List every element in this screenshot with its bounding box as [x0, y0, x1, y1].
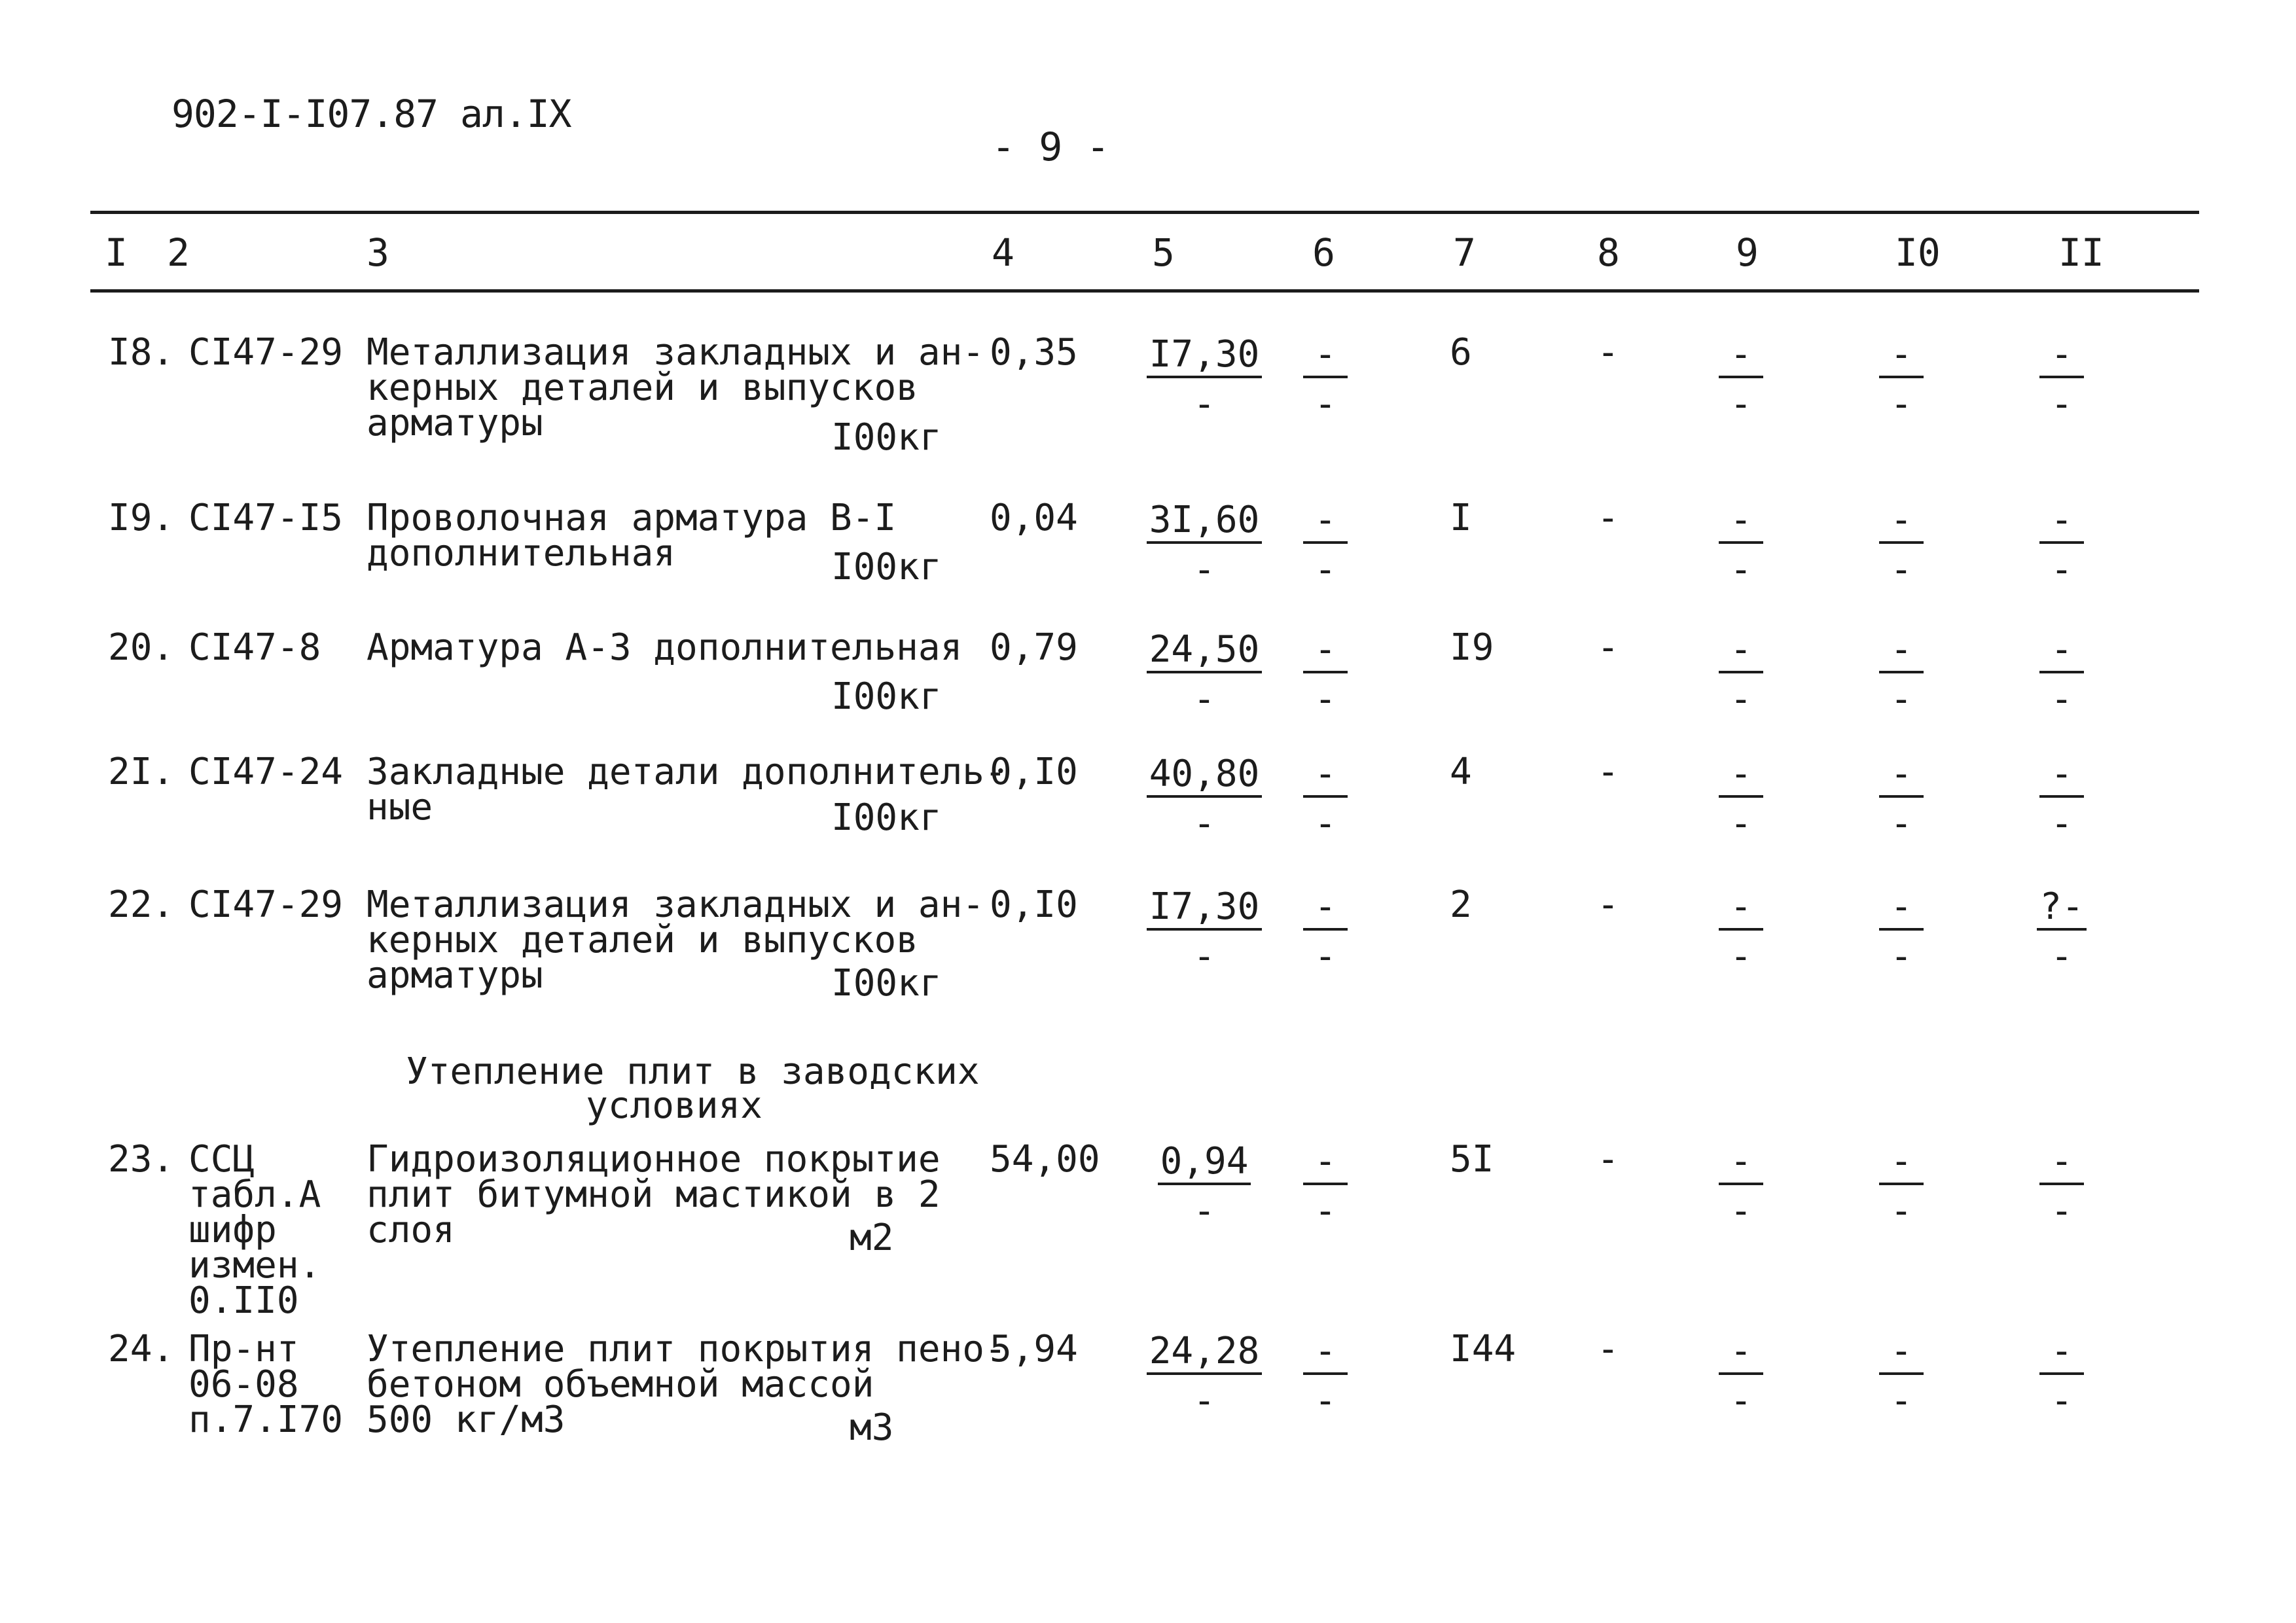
- cell-col-8: -: [1597, 497, 1619, 539]
- cell-col-6: [1289, 501, 1361, 590]
- cell-col-6: [1289, 887, 1361, 976]
- row-description: Закладные детали дополнитель- ные: [367, 751, 1007, 829]
- cell-col-5: [1142, 501, 1266, 590]
- cell-col-9: [1705, 887, 1777, 976]
- cell-col-6-denominator: -: [1314, 548, 1336, 591]
- cell-col-6: [1289, 335, 1361, 424]
- cell-col-5: [1142, 335, 1266, 424]
- row-code: Пр-нт 06-08 п.7.I70: [188, 1328, 344, 1441]
- row-code: CI47-8: [188, 626, 321, 669]
- cell-col-9-numerator: -: [1719, 1332, 1763, 1375]
- row-unit: м2: [850, 1217, 894, 1259]
- header-top-rule: [90, 211, 2199, 214]
- cell-col-10: [1865, 501, 1937, 590]
- cell-col-9-denominator: -: [1730, 1380, 1752, 1422]
- cell-col-5-denominator: -: [1193, 1190, 1215, 1232]
- cell-col-8: -: [1597, 331, 1619, 374]
- row-unit: I00кг: [831, 796, 942, 839]
- row-code: ССЦ табл.А шифр измен. 0.II0: [188, 1138, 321, 1322]
- header-col-2: 2: [167, 230, 190, 275]
- cell-col-7: 2: [1450, 883, 1472, 926]
- row-number: I8.: [108, 331, 175, 374]
- row-number: 23.: [108, 1138, 175, 1181]
- cell-col-6-numerator: -: [1303, 630, 1348, 673]
- cell-col-10-denominator: -: [1890, 1380, 1912, 1422]
- row-quantity: 54,00: [990, 1138, 1100, 1181]
- cell-col-6-denominator: -: [1314, 678, 1336, 721]
- cell-col-7: I9: [1450, 626, 1494, 669]
- cell-col-10-denominator: -: [1890, 383, 1912, 425]
- cell-col-9-denominator: -: [1730, 383, 1752, 425]
- cell-col-9: [1705, 1142, 1777, 1231]
- cell-col-11: [2026, 755, 2098, 844]
- row-number: I9.: [108, 497, 175, 539]
- cell-col-11: [2026, 630, 2098, 719]
- cell-col-5-denominator: -: [1193, 383, 1215, 425]
- row-code: CI47-I5: [188, 497, 344, 539]
- document-code: 902-I-I07.87 ал.IX: [171, 92, 571, 136]
- cell-col-10-numerator: -: [1879, 1332, 1924, 1375]
- cell-col-11: [2026, 1332, 2098, 1421]
- cell-col-11: [2026, 501, 2098, 590]
- cell-col-10-numerator: -: [1879, 755, 1924, 798]
- cell-col-7: I44: [1450, 1328, 1516, 1370]
- cell-col-6-denominator: -: [1314, 1190, 1336, 1232]
- cell-col-5: [1142, 1142, 1266, 1231]
- header-bottom-rule: [90, 289, 2199, 293]
- row-code: CI47-29: [188, 331, 344, 374]
- row-number: 2I.: [108, 751, 175, 793]
- cell-col-10: [1865, 630, 1937, 719]
- row-description: Утепление плит покрытия пено- бетоном объемной массой 500 кг/м3: [367, 1328, 1007, 1441]
- cell-col-7: 6: [1450, 331, 1472, 374]
- cell-col-11: [2026, 1142, 2098, 1231]
- cell-col-10-denominator: -: [1890, 802, 1912, 845]
- cell-col-5-numerator: 3I,60: [1147, 501, 1263, 544]
- cell-col-9-numerator: -: [1719, 630, 1763, 673]
- header-col-6: 6: [1312, 230, 1335, 275]
- cell-col-10: [1865, 1332, 1937, 1421]
- section-title: Утепление плит в заводских условиях: [406, 1050, 980, 1127]
- header-col-8: 8: [1597, 230, 1620, 275]
- cell-col-10-denominator: -: [1890, 935, 1912, 978]
- cell-col-5: [1142, 1332, 1266, 1421]
- cell-col-9-denominator: -: [1730, 802, 1752, 845]
- cell-col-9-denominator: -: [1730, 548, 1752, 591]
- cell-col-7: 5I: [1450, 1138, 1494, 1181]
- cell-col-11-numerator: -: [2039, 1332, 2084, 1375]
- cell-col-9: [1705, 1332, 1777, 1421]
- cell-col-5-numerator: 24,50: [1147, 630, 1263, 673]
- row-code: CI47-29: [188, 883, 344, 926]
- row-quantity: 5,94: [990, 1328, 1078, 1370]
- cell-col-11-numerator: ?-: [2037, 887, 2086, 931]
- row-number: 24.: [108, 1328, 175, 1370]
- cell-col-11-numerator: -: [2039, 755, 2084, 798]
- cell-col-9-numerator: -: [1719, 335, 1763, 378]
- cell-col-9: [1705, 335, 1777, 424]
- cell-col-5-denominator: -: [1193, 1380, 1215, 1422]
- row-code: CI47-24: [188, 751, 344, 793]
- cell-col-11-denominator: -: [2051, 383, 2073, 425]
- cell-col-11-numerator: -: [2039, 630, 2084, 673]
- row-quantity: 0,I0: [990, 883, 1078, 926]
- header-col-1: I: [105, 230, 128, 275]
- cell-col-5-numerator: 40,80: [1147, 755, 1263, 798]
- cell-col-8: -: [1597, 751, 1619, 793]
- cell-col-11-denominator: -: [2051, 678, 2073, 721]
- cell-col-10-numerator: -: [1879, 1142, 1924, 1185]
- cell-col-9-numerator: -: [1719, 1142, 1763, 1185]
- header-col-9: 9: [1736, 230, 1759, 275]
- cell-col-7: 4: [1450, 751, 1472, 793]
- cell-col-6: [1289, 755, 1361, 844]
- cell-col-6-numerator: -: [1303, 501, 1348, 544]
- cell-col-10: [1865, 1142, 1937, 1231]
- cell-col-9-numerator: -: [1719, 887, 1763, 931]
- row-description: Металлизация закладных и ан- керных деталей и выпусков арматуры: [367, 883, 985, 997]
- cell-col-6-denominator: -: [1314, 383, 1336, 425]
- cell-col-10-numerator: -: [1879, 501, 1924, 544]
- cell-col-5: [1142, 887, 1266, 976]
- cell-col-10-numerator: -: [1879, 630, 1924, 673]
- row-unit: м3: [850, 1406, 894, 1449]
- row-description: Гидроизоляционное покрытие плит битумной мастикой в 2 слоя: [367, 1138, 941, 1251]
- cell-col-10-denominator: -: [1890, 678, 1912, 721]
- cell-col-5: [1142, 755, 1266, 844]
- cell-col-5: [1142, 630, 1266, 719]
- cell-col-9-denominator: -: [1730, 678, 1752, 721]
- cell-col-11-numerator: -: [2039, 335, 2084, 378]
- row-quantity: 0,04: [990, 497, 1078, 539]
- cell-col-9-denominator: -: [1730, 1190, 1752, 1232]
- cell-col-9: [1705, 630, 1777, 719]
- cell-col-9-numerator: -: [1719, 501, 1763, 544]
- header-col-11: II: [2058, 230, 2104, 275]
- cell-col-5-denominator: -: [1193, 548, 1215, 591]
- cell-col-10: [1865, 887, 1937, 976]
- cell-col-9: [1705, 755, 1777, 844]
- cell-col-11-denominator: -: [2051, 1380, 2073, 1422]
- cell-col-11-denominator: -: [2051, 935, 2073, 978]
- cell-col-10: [1865, 755, 1937, 844]
- cell-col-11: [2026, 887, 2098, 976]
- cell-col-6: [1289, 630, 1361, 719]
- cell-col-8: -: [1597, 1138, 1619, 1181]
- row-unit: I00кг: [831, 962, 942, 1005]
- row-unit: I00кг: [831, 546, 942, 588]
- cell-col-11-numerator: -: [2039, 501, 2084, 544]
- header-col-7: 7: [1453, 230, 1476, 275]
- cell-col-9: [1705, 501, 1777, 590]
- cell-col-5-denominator: -: [1193, 802, 1215, 845]
- cell-col-6-denominator: -: [1314, 935, 1336, 978]
- cell-col-6-numerator: -: [1303, 1332, 1348, 1375]
- header-col-4: 4: [992, 230, 1014, 275]
- cell-col-10: [1865, 335, 1937, 424]
- cell-col-11-denominator: -: [2051, 1190, 2073, 1232]
- row-description: Металлизация закладных и ан- керных деталей и выпусков арматуры: [367, 331, 985, 444]
- cell-col-6-numerator: -: [1303, 335, 1348, 378]
- header-col-5: 5: [1152, 230, 1175, 275]
- cell-col-11-denominator: -: [2051, 802, 2073, 845]
- cell-col-11: [2026, 335, 2098, 424]
- cell-col-8: -: [1597, 883, 1619, 926]
- cell-col-6: [1289, 1332, 1361, 1421]
- cell-col-8: -: [1597, 1328, 1619, 1370]
- cell-col-5-numerator: 0,94: [1158, 1142, 1251, 1185]
- page-number: - 9 -: [992, 124, 1110, 170]
- cell-col-6-denominator: -: [1314, 1380, 1336, 1422]
- cell-col-5-numerator: I7,30: [1147, 335, 1263, 378]
- row-quantity: 0,79: [990, 626, 1078, 669]
- header-col-3: 3: [367, 230, 389, 275]
- cell-col-6-numerator: -: [1303, 887, 1348, 931]
- row-quantity: 0,35: [990, 331, 1078, 374]
- row-unit: I00кг: [831, 416, 942, 459]
- header-col-10: I0: [1895, 230, 1941, 275]
- cell-col-10-denominator: -: [1890, 548, 1912, 591]
- cell-col-6-numerator: -: [1303, 1142, 1348, 1185]
- row-number: 20.: [108, 626, 175, 669]
- cell-col-6: [1289, 1142, 1361, 1231]
- row-quantity: 0,I0: [990, 751, 1078, 793]
- row-unit: I00кг: [831, 675, 942, 718]
- cell-col-5-numerator: I7,30: [1147, 887, 1263, 931]
- cell-col-7: I: [1450, 497, 1472, 539]
- cell-col-9-denominator: -: [1730, 935, 1752, 978]
- row-number: 22.: [108, 883, 175, 926]
- cell-col-6-numerator: -: [1303, 755, 1348, 798]
- cell-col-8: -: [1597, 626, 1619, 669]
- cell-col-5-denominator: -: [1193, 935, 1215, 978]
- cell-col-10-numerator: -: [1879, 887, 1924, 931]
- cell-col-6-denominator: -: [1314, 802, 1336, 845]
- cell-col-5-denominator: -: [1193, 678, 1215, 721]
- cell-col-11-denominator: -: [2051, 548, 2073, 591]
- row-description: Арматура A-3 дополнительная: [367, 626, 963, 669]
- cell-col-5-numerator: 24,28: [1147, 1332, 1263, 1375]
- cell-col-10-denominator: -: [1890, 1190, 1912, 1232]
- cell-col-10-numerator: -: [1879, 335, 1924, 378]
- cell-col-9-numerator: -: [1719, 755, 1763, 798]
- cell-col-11-numerator: -: [2039, 1142, 2084, 1185]
- row-description: Проволочная арматура B-I дополнительная: [367, 497, 897, 575]
